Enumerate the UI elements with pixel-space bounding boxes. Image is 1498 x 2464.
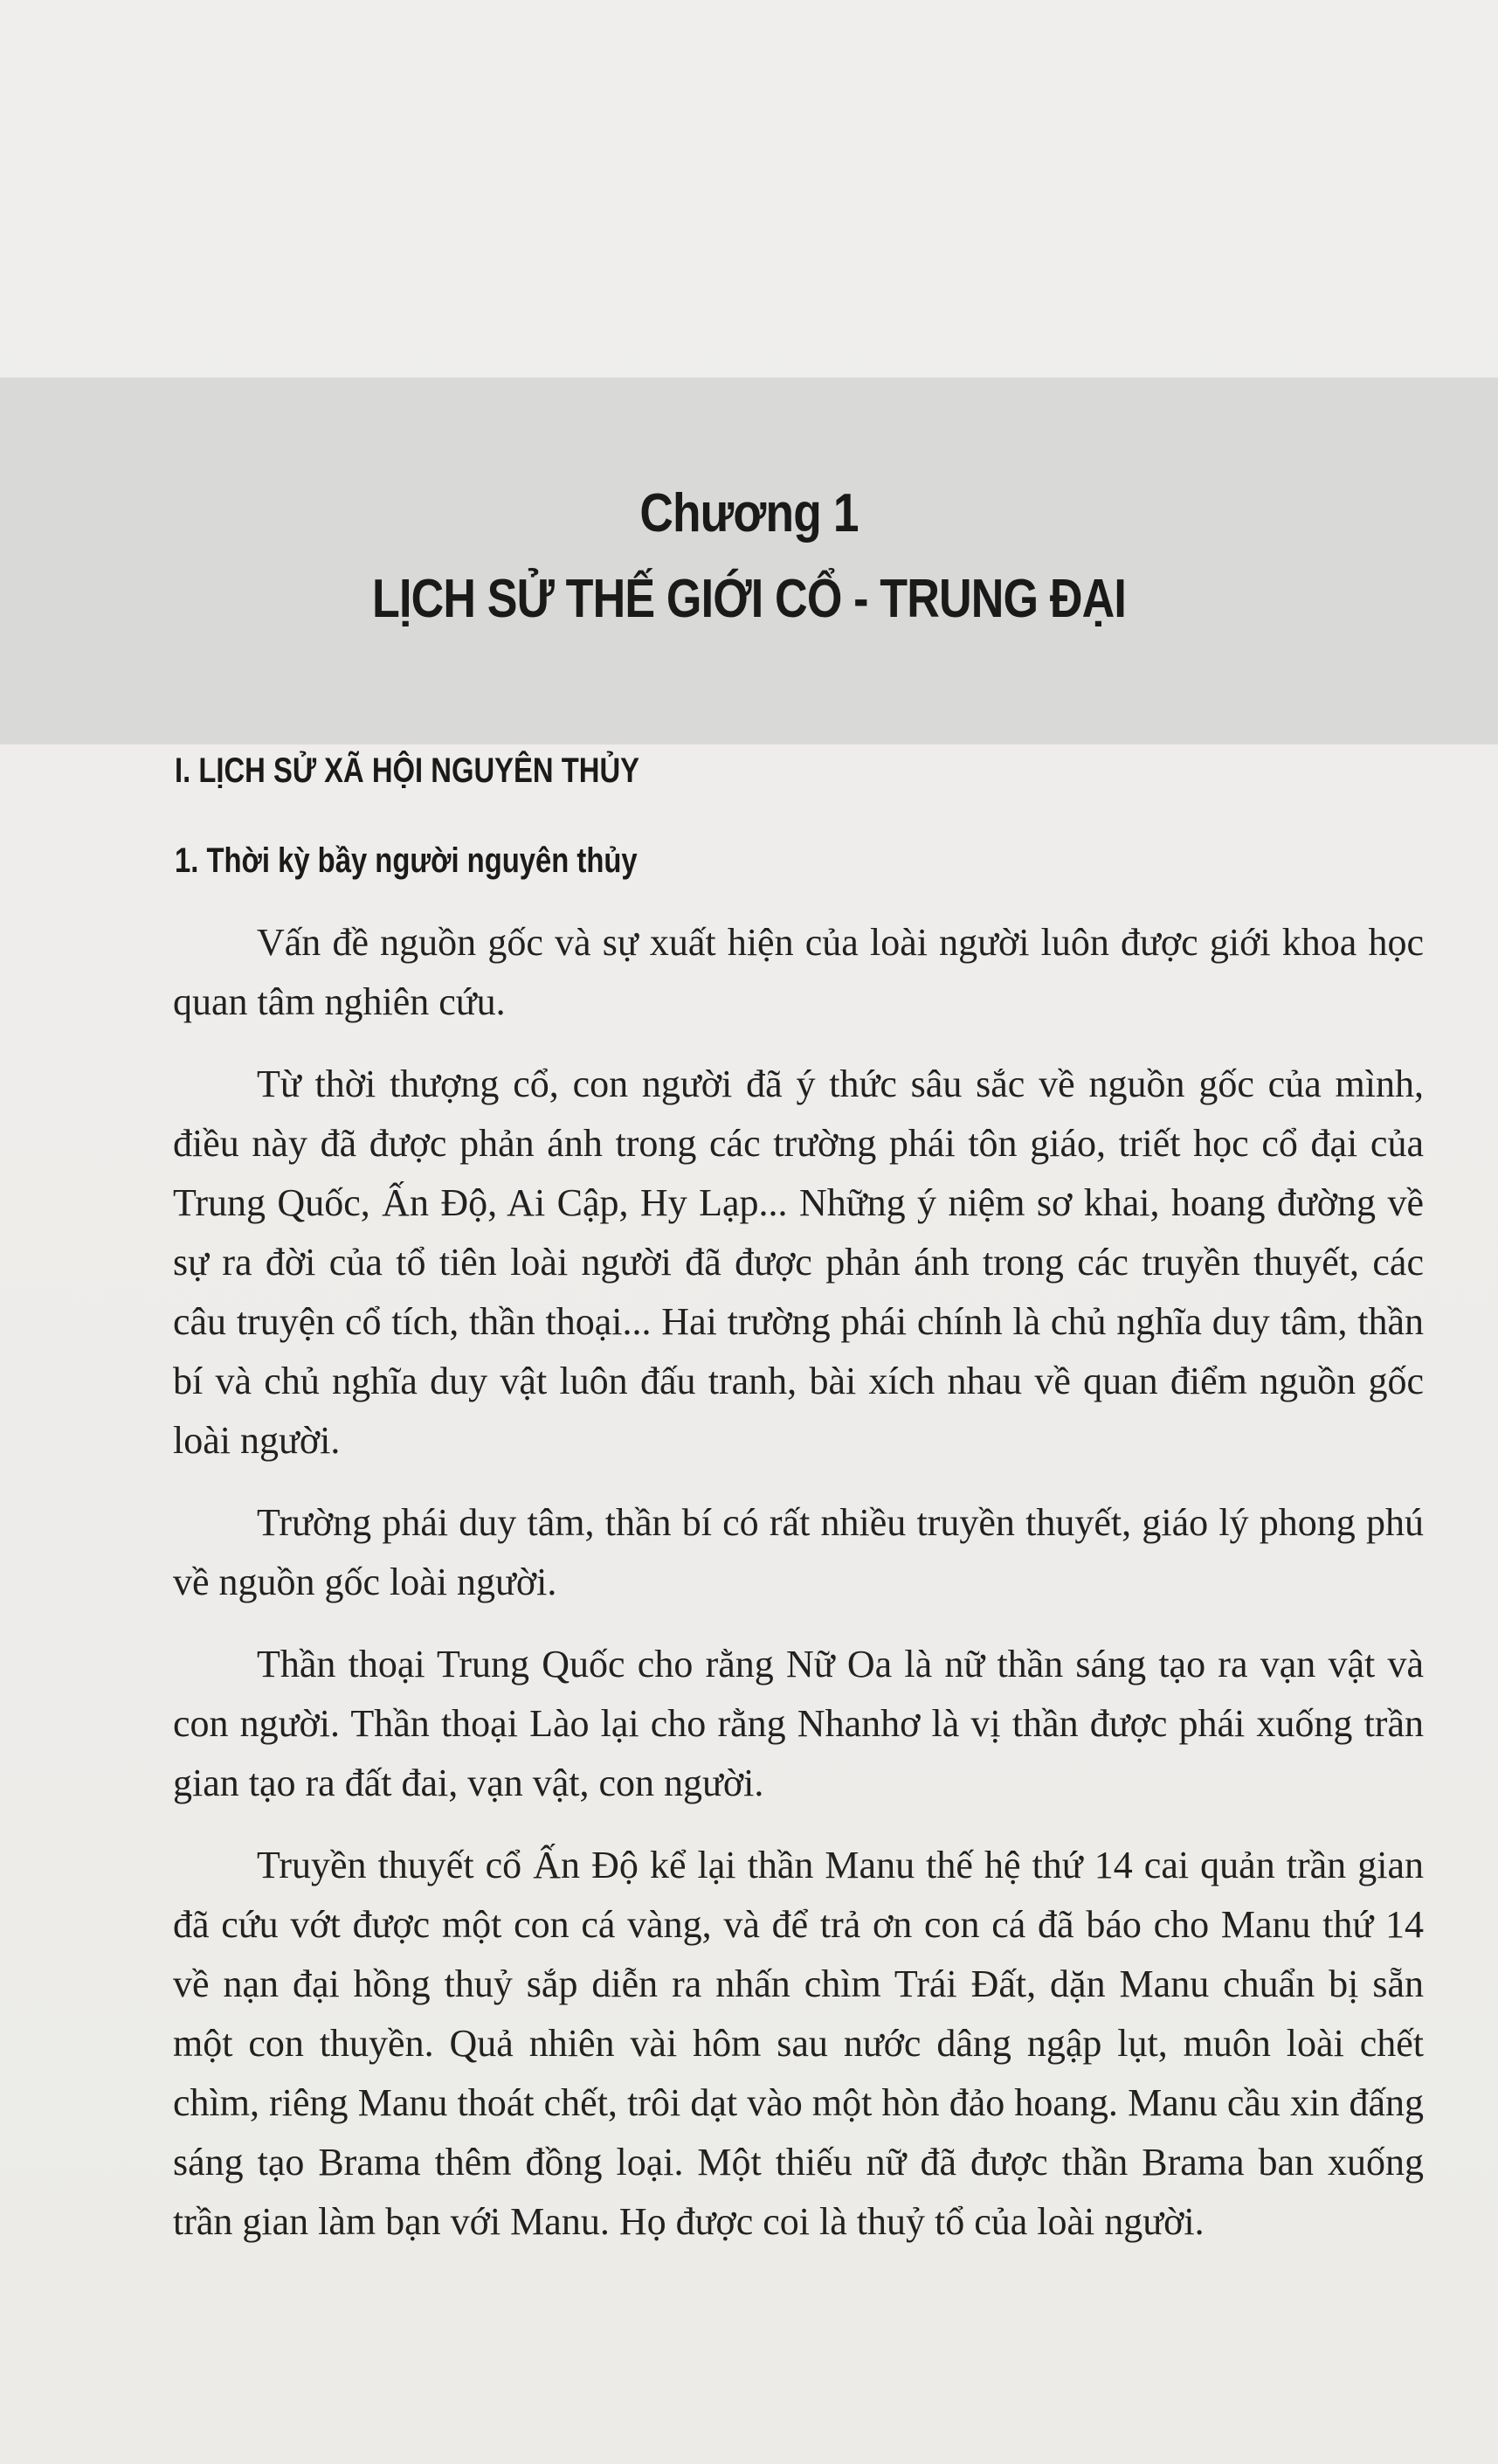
section-subheading: 1. Thời kỳ bầy người nguyên thủy: [175, 841, 638, 880]
paragraph: Thần thoại Trung Quốc cho rằng Nữ Oa là nữ thần sáng tạo ra vạn vật và con người. Thần thoại Lào lại cho rằng Nhanhơ là vị thần được phái xuống trần gian tạo ra đất đai, vạn vật, con người.: [173, 1643, 1424, 1804]
chapter-header-band: [0, 377, 1498, 744]
paragraph: Trường phái duy tâm, thần bí có rất nhiều truyền thuyết, giáo lý phong phú về nguồn gốc loài người.: [173, 1501, 1424, 1603]
section-heading: I. LỊCH SỬ XÃ HỘI NGUYÊN THỦY: [175, 751, 640, 790]
chapter-title: LỊCH SỬ THẾ GIỚI CỔ - TRUNG ĐẠI: [371, 569, 1127, 629]
paragraph: Truyền thuyết cổ Ấn Độ kể lại thần Manu thế hệ thứ 14 cai quản trần gian đã cứu vớt được một con cá vàng, và để trả ơn con cá đã báo cho Manu thứ 14 về nạn đại hồng thuỷ sắp diễn ra nhấn chìm Trái Đất, dặn Manu chuẩn bị sẵn một con thuyền. Quả nhiên vài hôm sau nước dâng ngập lụt, muôn loài chết chìm, riêng Manu thoát chết, trôi dạt vào một hòn đảo hoang. Manu cầu xin đấng sáng tạo Brama thêm đồng loại. Một thiếu nữ đã được thần Brama ban xuống trần gian làm bạn với Manu. Họ được coi là thuỷ tổ của loài người.: [173, 1844, 1424, 2243]
paragraph: Vấn đề nguồn gốc và sự xuất hiện của loài người luôn được giới khoa học quan tâm nghiên cứu.: [173, 921, 1424, 1023]
paragraph: Từ thời thượng cổ, con người đã ý thức sâu sắc về nguồn gốc của mình, điều này đã được phản ánh trong các trường phái tôn giáo, triết học cổ đại của Trung Quốc, Ấn Độ, Ai Cập, Hy Lạp... Những ý niệm sơ khai, hoang đường về sự ra đời của tổ tiên loài người đã được phản ánh trong các truyền thuyết, các câu truyện cổ tích, thần thoại... Hai trường phái chính là chủ nghĩa duy tâm, thần bí và chủ nghĩa duy vật luôn đấu tranh, bài xích nhau về quan điểm nguồn gốc loài người.: [173, 1062, 1424, 1462]
body-text: [173, 913, 1424, 2274]
chapter-number: Chương 1: [639, 483, 859, 543]
